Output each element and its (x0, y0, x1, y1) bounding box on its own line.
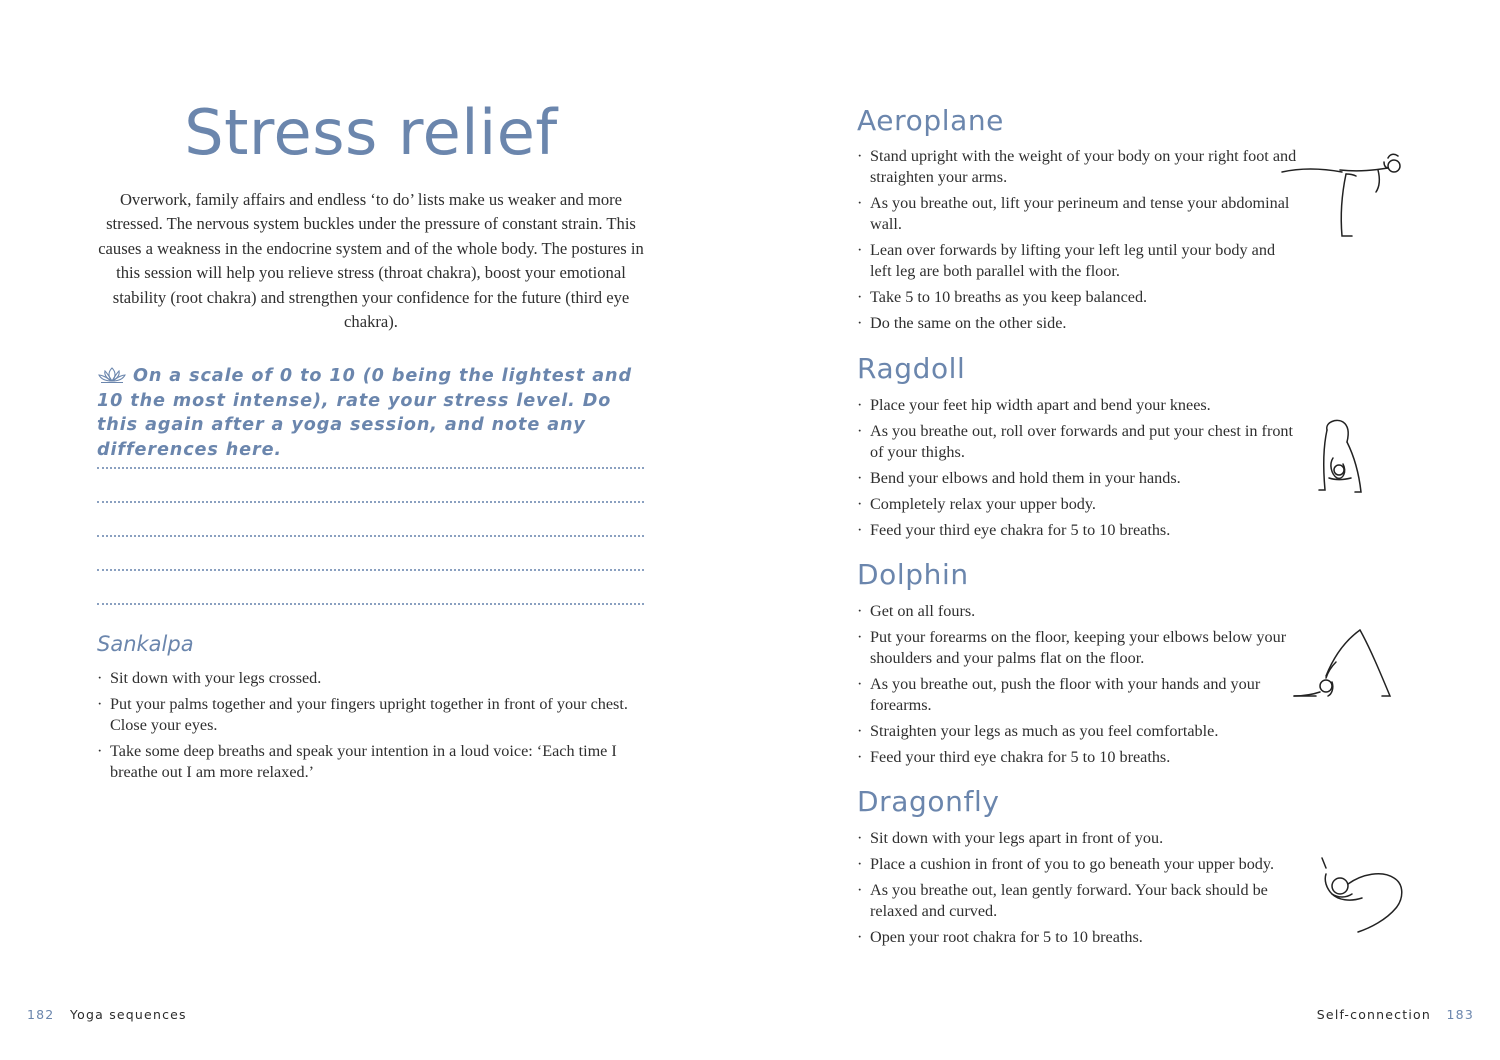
note-lines (97, 467, 644, 637)
list-item: · Take some deep breaths and speak your intention in a loud voice: ‘Each time I breathe out I am more relaxed.’ (97, 741, 647, 783)
prompt-text: On a scale of 0 to 10 (0 being the lightest and 10 the most intense), rate your stress level. Do this again after a yoga session, and note any differences here. (97, 366, 632, 460)
list-item: · Place your feet hip width apart and bend your knees. (857, 395, 1297, 416)
list-item: · Put your forearms on the floor, keeping your elbows below your shoulders and your palms flat on the floor. (857, 627, 1297, 669)
list-item: · Feed your third eye chakra for 5 to 10 breaths. (857, 520, 1297, 541)
note-line[interactable] (97, 569, 644, 571)
list-item: · Put your palms together and your fingers upright together in front of your chest. Close your eyes. (97, 694, 647, 736)
list-item: · As you breathe out, lift your perineum and tense your abdominal wall. (857, 193, 1297, 235)
note-line[interactable] (97, 467, 644, 469)
list-item: · As you breathe out, roll over forwards and put your chest in front of your thighs. (857, 421, 1297, 463)
right-footer (1317, 1007, 1474, 1022)
list-item: · Completely relax your upper body. (857, 494, 1297, 515)
page-number: 183 (1446, 1007, 1474, 1022)
list-item: · Place a cushion in front of you to go beneath your upper body. (857, 854, 1297, 875)
lotus-icon (97, 366, 133, 386)
sankalpa-heading: Sankalpa (97, 632, 194, 656)
intro-paragraph: Overwork, family affairs and endless ‘to do’ lists make us weaker and more stressed. The nervous system buckles under the pressure of constant strain. This causes a weakness in the endocrine system and of the whole body. The postures in this session will help you relieve stress (throat chakra), boost your emotional stability (root chakra) and strengthen your confidence for the future (third eye chakra). (98, 190, 644, 332)
aeroplane-pose-illustration (1280, 148, 1415, 243)
list-item: · Take 5 to 10 breaths as you keep balanced. (857, 287, 1297, 308)
ragdoll-heading: Ragdoll (857, 352, 966, 385)
right-page (750, 0, 1500, 1060)
ragdoll-pose-illustration (1315, 418, 1370, 498)
list-item: · Lean over forwards by lifting your left leg until your body and left leg are both parallel with the floor. (857, 240, 1297, 282)
list-item: · Straighten your legs as much as you feel comfortable. (857, 721, 1297, 742)
list-item: · Feed your third eye chakra for 5 to 10 breaths. (857, 747, 1297, 768)
list-item: · Sit down with your legs apart in front of you. (857, 828, 1297, 849)
dragonfly-pose-illustration (1318, 854, 1408, 936)
dolphin-steps (857, 601, 1297, 773)
list-item: · Open your root chakra for 5 to 10 breaths. (857, 927, 1297, 948)
dolphin-heading: Dolphin (857, 558, 969, 591)
list-item: · Stand upright with the weight of your body on your right foot and straighten your arms. (857, 146, 1297, 188)
section-name: Self-connection (1316, 1007, 1431, 1022)
list-item: · Get on all fours. (857, 601, 1297, 622)
list-item: · Bend your elbows and hold them in your hands. (857, 468, 1297, 489)
list-item: · As you breathe out, push the floor with your hands and your forearms. (857, 674, 1297, 716)
list-item: · Do the same on the other side. (857, 313, 1297, 334)
section-name: Yoga sequences (70, 1007, 187, 1022)
page-number: 182 (27, 1007, 55, 1022)
stress-rating-prompt (97, 364, 649, 462)
dragonfly-steps (857, 828, 1297, 953)
sankalpa-list (97, 668, 647, 788)
ragdoll-steps (857, 395, 1297, 546)
page-title: Stress relief (184, 96, 558, 169)
list-item: · As you breathe out, lean gently forward. Your back should be relaxed and curved. (857, 880, 1297, 922)
note-line[interactable] (97, 501, 644, 503)
note-line[interactable] (97, 535, 644, 537)
left-footer (27, 1007, 187, 1022)
note-line[interactable] (97, 603, 644, 605)
list-item: · Sit down with your legs crossed. (97, 668, 647, 689)
dolphin-pose-illustration (1290, 626, 1395, 701)
aeroplane-heading: Aeroplane (857, 104, 1004, 137)
dragonfly-heading: Dragonfly (857, 785, 1000, 818)
aeroplane-steps (857, 146, 1297, 339)
